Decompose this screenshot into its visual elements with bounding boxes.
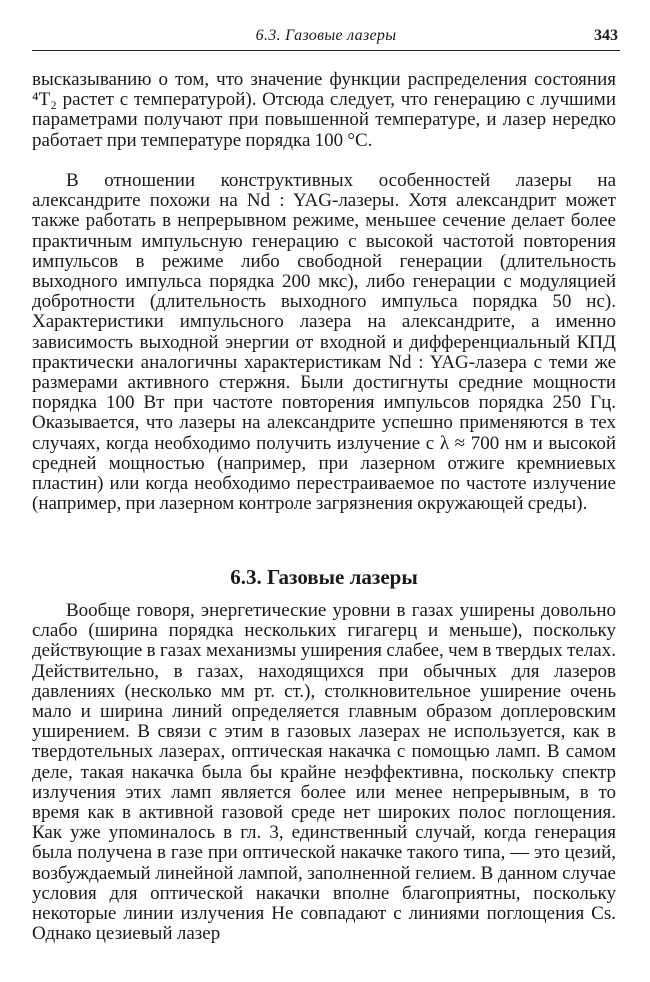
section-heading: 6.3. Газовые лазеры [230, 565, 418, 589]
page-number: 343 [594, 27, 618, 44]
paragraph-alexandrite-design: В отношении конструктивных особенностей лазеры на александрите похожи на Nd : YAG-лазеры. Хотя александрит может также работать в непрерывном режиме, меньшее сечение делает более практичным импульсную генерацию с высокой частотой повторения импульсов в режиме либо свободной генерации (длительность выходного импульса порядка 200 мкс), либо генерации с модуляцией добротности (длительность выходного импульса порядка 50 нс). Характеристики импульсного лазера на александрите, а именно зависимость выходной энергии от входной и дифференциальный КПД практически аналогичны характеристикам Nd : YAG-лазера с теми же размерами активного стержня. Были достигнуты средние мощности порядка 100 Вт при частоте повторения импульсов порядка 250 Гц. Оказывается, что лазеры на александрите успешно применяются в тех случаях, когда необходимо получить излучение с λ ≈ 700 нм и высокой средней мощностью (например, при лазерном отжиге кремниевых пластин) или когда необходимо перестраиваемое по частоте излучение (например, при лазерном контроле загрязнения окружающей среды). [32, 170, 616, 515]
running-header [32, 24, 620, 51]
running-title: 6.3. Газовые лазеры [255, 27, 397, 44]
paragraph-gas-lasers-intro: Вообще говоря, энергетические уровни в газах уширены довольно слабо (ширина порядка нескольких гигагерц и меньше), поскольку действующие в газах механизмы уширения слабее, чем в твердых телах. Действительно, в газах, находящихся при обычных для лазеров давлениях (несколько мм рт. ст.), столкновительное уширение очень мало и ширина линий определяется главным образом доплеровским уширением. В связи с этим в газовых лазерах не используется, как в твердотельных лазерах, оптическая накачка с помощью ламп. В самом деле, такая накачка была бы крайне неэффективна, поскольку спектр излучения этих ламп является более или менее непрерывным, в то время как в активной газовой среде нет широких полос поглощения. Как уже упоминалось в гл. 3, единственный случай, когда генерация была получена в газе при оптической накачке такого типа, — это цезий, возбуждаемый линейной лампой, заполненной гелием. В данном случае условия для оптической накачки вполне благоприятны, поскольку некоторые линии излучения Не совпадают с линиями поглощения Cs. Однако цезиевый лазер [32, 600, 616, 945]
paragraph-continued: высказыванию о том, что значение функции распределения состояния ⁴T₂ растет с температурой). Отсюда следует, что генерацию с лучшими параметрами получают при повышенной температуре, и лазер нередко работает при температуре порядка 100 °С. [32, 69, 616, 151]
